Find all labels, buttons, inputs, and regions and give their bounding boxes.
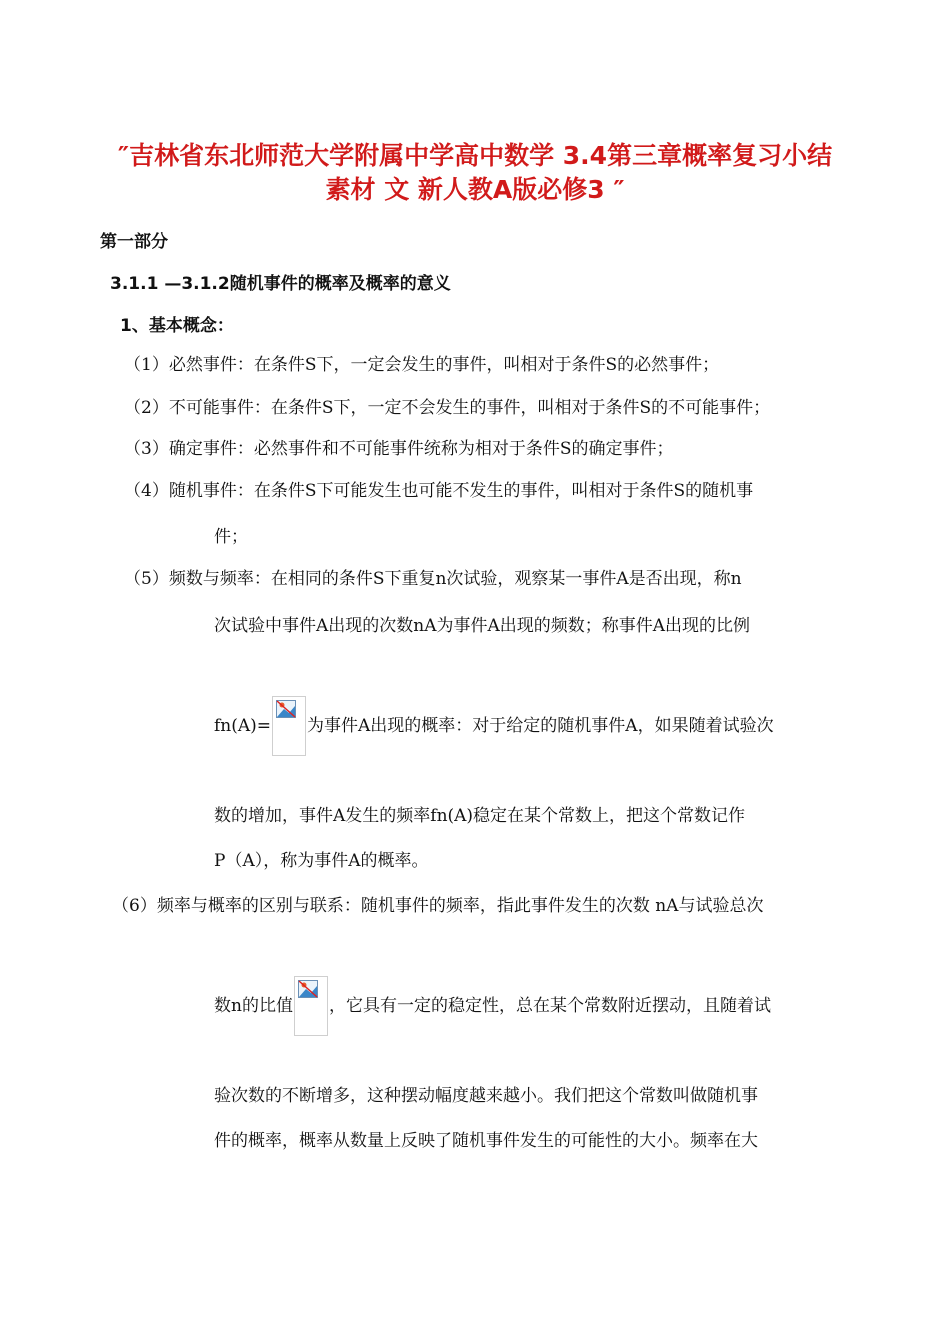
item-6-line-1: （6）频率与概率的区别与联系：随机事件的频率，指此事件发生的次数 nA与试验总次 [112, 896, 764, 916]
formula-image-placeholder [272, 696, 306, 756]
item-2: （2）不可能事件：在条件S下，一定不会发生的事件，叫相对于条件S的不可能事件； [124, 398, 771, 418]
item-4-line-1: （4）随机事件：在条件S下可能发生也可能不发生的事件，叫相对于条件S的随机事 [124, 481, 754, 501]
item-1: （1）必然事件：在条件S下，一定会发生的事件，叫相对于条件S的必然事件； [124, 355, 720, 375]
document-title-line-1: ″吉林省东北师范大学附属中学高中数学 3.4第三章概率复习小结 [117, 141, 833, 170]
broken-image-icon [276, 700, 296, 718]
item-6-ratio-prefix: 数n的比值 [214, 996, 293, 1016]
item-5-line-2: 次试验中事件A出现的次数nA为事件A出现的频数；称事件A出现的比例 [214, 616, 751, 636]
item-6-line-2 [214, 976, 771, 1036]
section-heading: 第一部分 [100, 232, 168, 252]
item-5-line-4: 数的增加，事件A发生的频率fn(A)稳定在某个常数上，把这个常数记作 [214, 806, 746, 826]
item-5-line-3-text: 为事件A出现的概率：对于给定的随机事件A，如果随着试验次 [307, 716, 774, 736]
item-4-line-2: 件； [214, 527, 248, 547]
item-6-line-4: 件的概率，概率从数量上反映了随机事件发生的可能性的大小。频率在大 [214, 1131, 758, 1151]
frequency-formula-prefix: fn(A)= [214, 716, 272, 736]
subsection-heading: 3.1.1 —3.1.2随机事件的概率及概率的意义 [110, 274, 451, 294]
item-5-line-1: （5）频数与频率：在相同的条件S下重复n次试验，观察某一事件A是否出现，称n [124, 569, 742, 589]
item-6-line-3: 验次数的不断增多，这种摆动幅度越来越小。我们把这个常数叫做随机事 [214, 1086, 758, 1106]
broken-image-icon [298, 980, 318, 998]
item-5-line-3 [214, 696, 774, 756]
item-3: （3）确定事件：必然事件和不可能事件统称为相对于条件S的确定事件； [124, 439, 674, 459]
ratio-image-placeholder [294, 976, 328, 1036]
document-title-line-2: 素材 文 新人教A版必修3 ″ [325, 175, 625, 204]
item-6-line-2-text: ，它具有一定的稳定性，总在某个常数附近摆动，且随着试 [328, 996, 771, 1016]
concepts-heading: 1、基本概念： [120, 316, 234, 336]
item-5-line-5: P（A），称为事件A的概率。 [214, 851, 429, 871]
